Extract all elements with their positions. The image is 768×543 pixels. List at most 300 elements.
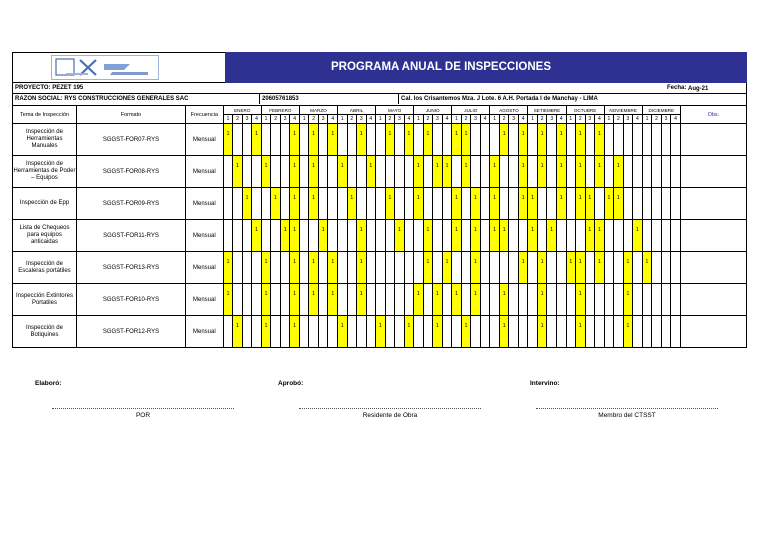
week-cell <box>595 188 605 220</box>
scheduled-week-cell <box>233 156 243 188</box>
scheduled-week-cell <box>366 156 376 188</box>
week-cell <box>271 156 281 188</box>
observation-cell <box>680 220 746 252</box>
week-cell <box>357 156 367 188</box>
scheduled-week-cell <box>452 284 462 316</box>
scheduled-mark: 1 <box>588 226 592 233</box>
week-header: 4 <box>442 115 452 124</box>
week-cell <box>642 220 652 252</box>
week-cell <box>442 188 452 220</box>
signature-role-residente: Residente de Obra <box>362 412 418 419</box>
week-cell <box>328 156 338 188</box>
week-cell <box>633 188 643 220</box>
scheduled-mark: 1 <box>350 194 354 201</box>
scheduled-week-cell <box>595 156 605 188</box>
week-cell <box>480 220 490 252</box>
scheduled-week-cell <box>471 220 481 252</box>
scheduled-week-cell <box>537 284 547 316</box>
scheduled-mark: 1 <box>264 162 268 169</box>
signature-role-membro: Membro del CTSST <box>598 412 656 419</box>
week-cell <box>366 316 376 348</box>
scheduled-mark: 1 <box>435 322 439 329</box>
week-cell <box>385 156 395 188</box>
scheduled-week-cell <box>528 188 538 220</box>
scheduled-week-cell <box>490 188 500 220</box>
month-header: ENERO <box>223 106 261 115</box>
week-cell <box>661 252 671 284</box>
week-cell <box>395 188 405 220</box>
scheduled-mark: 1 <box>578 194 582 201</box>
week-cell <box>423 316 433 348</box>
week-header: 4 <box>480 115 490 124</box>
scheduled-mark: 1 <box>359 290 363 297</box>
scheduled-mark: 1 <box>426 226 430 233</box>
week-cell <box>480 188 490 220</box>
date-value: Aug-21 <box>688 86 709 92</box>
sheet-header <box>12 52 747 83</box>
week-cell <box>318 316 328 348</box>
week-header: 2 <box>461 115 471 124</box>
week-cell <box>585 252 595 284</box>
week-cell <box>385 220 395 252</box>
week-cell <box>595 316 605 348</box>
company-row <box>13 94 746 105</box>
scheduled-week-cell <box>261 252 271 284</box>
inspection-frequency: Mensual <box>185 316 223 348</box>
scheduled-week-cell <box>261 316 271 348</box>
week-header: 3 <box>280 115 290 124</box>
week-cell <box>252 284 262 316</box>
scheduled-mark: 1 <box>293 226 297 233</box>
table-row <box>13 316 747 348</box>
week-header: 4 <box>671 115 681 124</box>
observation-cell <box>680 156 746 188</box>
scheduled-mark: 1 <box>312 162 316 169</box>
scheduled-mark: 1 <box>521 162 525 169</box>
scheduled-week-cell <box>338 156 348 188</box>
scheduled-mark: 1 <box>626 322 630 329</box>
project-info <box>12 83 747 105</box>
company-logo <box>51 55 159 80</box>
week-cell <box>652 316 662 348</box>
week-cell <box>518 284 528 316</box>
month-header: ABRIL <box>338 106 376 115</box>
week-cell <box>671 156 681 188</box>
week-cell <box>614 252 624 284</box>
month-header: FEBRERO <box>261 106 299 115</box>
scheduled-week-cell <box>423 252 433 284</box>
scheduled-week-cell <box>290 316 300 348</box>
scheduled-week-cell <box>423 220 433 252</box>
week-cell <box>271 124 281 156</box>
week-cell <box>547 188 557 220</box>
week-cell <box>347 156 357 188</box>
scheduled-week-cell <box>338 316 348 348</box>
week-cell <box>404 188 414 220</box>
week-header: 2 <box>233 115 243 124</box>
week-cell <box>423 284 433 316</box>
scheduled-mark: 1 <box>493 194 497 201</box>
scheduled-mark: 1 <box>474 226 478 233</box>
week-cell <box>509 220 519 252</box>
scheduled-mark: 1 <box>493 226 497 233</box>
scheduled-mark: 1 <box>416 290 420 297</box>
inspection-format: SGGST-FOR13-RYS <box>76 252 185 284</box>
scheduled-mark: 1 <box>550 226 554 233</box>
scheduled-mark: 1 <box>264 290 268 297</box>
week-cell <box>442 316 452 348</box>
week-header: 2 <box>652 115 662 124</box>
scheduled-week-cell <box>614 188 624 220</box>
scheduled-mark: 1 <box>435 162 439 169</box>
week-cell <box>566 316 576 348</box>
week-cell <box>318 252 328 284</box>
inspection-format: SGGST-FOR11-RYS <box>76 220 185 252</box>
week-cell <box>576 220 586 252</box>
week-header: 1 <box>414 115 424 124</box>
scheduled-week-cell <box>385 124 395 156</box>
week-cell <box>299 220 309 252</box>
scheduled-week-cell <box>290 124 300 156</box>
week-header: 1 <box>604 115 614 124</box>
week-cell <box>366 188 376 220</box>
week-cell <box>480 252 490 284</box>
table-row <box>13 156 747 188</box>
week-cell <box>614 284 624 316</box>
week-cell <box>433 220 443 252</box>
scheduled-mark: 1 <box>616 162 620 169</box>
scheduled-mark: 1 <box>454 130 459 137</box>
scheduled-mark: 1 <box>226 290 230 297</box>
scheduled-week-cell <box>518 156 528 188</box>
week-cell <box>347 316 357 348</box>
week-cell <box>414 252 424 284</box>
week-header: 4 <box>633 115 643 124</box>
scheduled-mark: 1 <box>312 194 316 201</box>
week-cell <box>537 220 547 252</box>
week-cell <box>414 124 424 156</box>
week-cell <box>528 252 538 284</box>
week-cell <box>452 252 462 284</box>
scheduled-week-cell <box>595 220 605 252</box>
scheduled-mark: 1 <box>597 162 601 169</box>
inspection-frequency: Mensual <box>185 124 223 156</box>
scheduled-mark: 1 <box>388 130 392 137</box>
week-cell <box>366 252 376 284</box>
scheduled-mark: 1 <box>264 258 268 265</box>
table-row <box>13 188 747 220</box>
scheduled-mark: 1 <box>312 258 316 265</box>
scheduled-week-cell <box>461 156 471 188</box>
week-cell <box>547 316 557 348</box>
scheduled-mark: 1 <box>416 162 420 169</box>
week-cell <box>271 316 281 348</box>
scheduled-week-cell <box>385 188 395 220</box>
scheduled-week-cell <box>576 124 586 156</box>
scheduled-mark: 1 <box>331 290 335 297</box>
week-cell <box>556 284 566 316</box>
week-cell <box>223 220 233 252</box>
scheduled-mark: 1 <box>226 258 230 265</box>
week-cell <box>585 284 595 316</box>
week-cell <box>585 316 595 348</box>
week-cell <box>271 220 281 252</box>
scheduled-week-cell <box>556 156 566 188</box>
week-header: 1 <box>566 115 576 124</box>
week-cell <box>309 316 319 348</box>
scheduled-mark: 1 <box>359 226 363 233</box>
scheduled-mark: 1 <box>645 258 649 265</box>
week-cell <box>280 284 290 316</box>
scheduled-mark: 1 <box>293 290 297 297</box>
week-cell <box>376 284 386 316</box>
week-cell <box>652 188 662 220</box>
scheduled-mark: 1 <box>340 322 344 329</box>
week-cell <box>357 188 367 220</box>
week-cell <box>661 124 671 156</box>
week-cell <box>537 188 547 220</box>
scheduled-mark: 1 <box>540 290 544 297</box>
scheduled-mark: 1 <box>312 130 316 137</box>
week-cell <box>471 124 481 156</box>
week-cell <box>414 316 424 348</box>
month-header: OCTUBRE <box>566 106 604 115</box>
week-cell <box>328 220 338 252</box>
inspection-format: SGGST-FOR09-RYS <box>76 188 185 220</box>
week-cell <box>233 252 243 284</box>
week-header: 2 <box>499 115 509 124</box>
week-header: 3 <box>242 115 252 124</box>
scheduled-mark: 1 <box>245 194 249 201</box>
week-cell <box>299 252 309 284</box>
scheduled-mark: 1 <box>359 130 363 137</box>
scheduled-week-cell <box>261 284 271 316</box>
scheduled-mark: 1 <box>454 290 459 297</box>
week-cell <box>528 156 538 188</box>
week-cell <box>299 284 309 316</box>
week-cell <box>471 316 481 348</box>
month-header: MAYO <box>376 106 414 115</box>
week-cell <box>328 316 338 348</box>
scheduled-mark: 1 <box>626 258 630 265</box>
scheduled-mark: 1 <box>331 130 335 137</box>
scheduled-mark: 1 <box>293 130 297 137</box>
week-header: 4 <box>366 115 376 124</box>
scheduled-week-cell <box>252 124 262 156</box>
week-cell <box>461 188 471 220</box>
scheduled-week-cell <box>556 188 566 220</box>
week-header: 1 <box>299 115 309 124</box>
week-header: 1 <box>452 115 462 124</box>
week-cell <box>385 316 395 348</box>
scheduled-week-cell <box>614 156 624 188</box>
week-cell <box>347 284 357 316</box>
week-cell <box>242 284 252 316</box>
scheduled-mark: 1 <box>331 258 335 265</box>
week-cell <box>480 316 490 348</box>
week-cell <box>509 284 519 316</box>
week-cell <box>661 316 671 348</box>
week-cell <box>633 156 643 188</box>
week-cell <box>233 124 243 156</box>
scheduled-week-cell <box>461 316 471 348</box>
scheduled-mark: 1 <box>540 322 544 329</box>
week-cell <box>376 156 386 188</box>
scheduled-week-cell <box>223 284 233 316</box>
week-header: 2 <box>385 115 395 124</box>
week-cell <box>328 188 338 220</box>
scheduled-week-cell <box>309 124 319 156</box>
scheduled-mark: 1 <box>559 162 563 169</box>
company-ruc: 20605761853 <box>259 94 299 104</box>
week-cell <box>404 284 414 316</box>
month-header: SETIEMBRE <box>528 106 566 115</box>
week-header: 4 <box>328 115 338 124</box>
scheduled-week-cell <box>433 284 443 316</box>
scheduled-mark: 1 <box>597 226 601 233</box>
week-cell <box>509 316 519 348</box>
week-cell <box>223 188 233 220</box>
week-cell <box>556 220 566 252</box>
week-cell <box>652 124 662 156</box>
signature-line-por <box>52 408 234 409</box>
scheduled-mark: 1 <box>454 194 459 201</box>
scheduled-week-cell <box>414 188 424 220</box>
scheduled-mark: 1 <box>540 258 544 265</box>
scheduled-mark: 1 <box>597 258 601 265</box>
signature-label-intervino: Intervino: <box>530 380 560 387</box>
scheduled-week-cell <box>537 252 547 284</box>
week-cell <box>252 188 262 220</box>
week-cell <box>261 188 271 220</box>
week-cell <box>414 220 424 252</box>
scheduled-week-cell <box>623 316 633 348</box>
scheduled-mark: 1 <box>597 130 601 137</box>
scheduled-week-cell <box>595 124 605 156</box>
scheduled-week-cell <box>585 188 595 220</box>
week-cell <box>566 124 576 156</box>
week-header: 4 <box>290 115 300 124</box>
scheduled-week-cell <box>404 316 414 348</box>
scheduled-mark: 1 <box>464 322 468 329</box>
week-cell <box>623 220 633 252</box>
table-row <box>13 124 747 156</box>
week-cell <box>242 316 252 348</box>
scheduled-week-cell <box>442 252 452 284</box>
scheduled-mark: 1 <box>293 162 297 169</box>
week-cell <box>633 284 643 316</box>
week-cell <box>242 252 252 284</box>
logo-icon <box>52 56 158 79</box>
scheduled-week-cell <box>309 188 319 220</box>
scheduled-week-cell <box>452 220 462 252</box>
week-cell <box>633 252 643 284</box>
week-cell <box>509 252 519 284</box>
scheduled-week-cell <box>490 156 500 188</box>
scheduled-week-cell <box>433 156 443 188</box>
week-cell <box>633 124 643 156</box>
scheduled-week-cell <box>290 252 300 284</box>
week-cell <box>461 220 471 252</box>
inspection-topic: Lista de Chequeos para equipos anticaidas <box>13 220 77 252</box>
scheduled-mark: 1 <box>578 162 582 169</box>
scheduled-mark: 1 <box>445 162 449 169</box>
week-cell <box>280 156 290 188</box>
scheduled-mark: 1 <box>578 322 582 329</box>
scheduled-week-cell <box>623 284 633 316</box>
inspection-topic: Inspección de Epp <box>13 188 77 220</box>
signature-label-elaboro: Elaboró: <box>35 380 62 387</box>
scheduled-week-cell <box>280 220 290 252</box>
inspection-format: SGGST-FOR07-RYS <box>76 124 185 156</box>
week-cell <box>556 252 566 284</box>
scheduled-mark: 1 <box>540 130 544 137</box>
week-cell <box>376 124 386 156</box>
week-cell <box>509 156 519 188</box>
scheduled-mark: 1 <box>397 226 401 233</box>
week-cell <box>671 284 681 316</box>
week-cell <box>499 252 509 284</box>
week-cell <box>376 220 386 252</box>
week-cell <box>614 316 624 348</box>
scheduled-week-cell <box>309 156 319 188</box>
scheduled-mark: 1 <box>416 194 420 201</box>
week-header: 1 <box>490 115 500 124</box>
week-header: 3 <box>318 115 328 124</box>
week-cell <box>461 284 471 316</box>
week-header: 1 <box>261 115 271 124</box>
week-cell <box>318 284 328 316</box>
week-cell <box>661 284 671 316</box>
week-header: 2 <box>576 115 586 124</box>
scheduled-mark: 1 <box>474 258 478 265</box>
scheduled-week-cell <box>537 124 547 156</box>
scheduled-mark: 1 <box>226 130 230 137</box>
week-cell <box>452 316 462 348</box>
scheduled-mark: 1 <box>521 130 525 137</box>
scheduled-week-cell <box>261 156 271 188</box>
scheduled-mark: 1 <box>559 130 563 137</box>
week-cell <box>442 284 452 316</box>
scheduled-week-cell <box>537 156 547 188</box>
week-cell <box>404 156 414 188</box>
scheduled-week-cell <box>357 252 367 284</box>
scheduled-mark: 1 <box>264 322 268 329</box>
scheduled-mark: 1 <box>378 322 382 329</box>
week-cell <box>376 252 386 284</box>
week-cell <box>442 220 452 252</box>
scheduled-mark: 1 <box>454 226 459 233</box>
signature-line-membro <box>536 408 718 409</box>
scheduled-mark: 1 <box>435 290 439 297</box>
week-cell <box>528 284 538 316</box>
week-cell <box>604 156 614 188</box>
week-cell <box>566 284 576 316</box>
scheduled-week-cell <box>252 220 262 252</box>
scheduled-week-cell <box>404 124 414 156</box>
month-header: NOVIEMBRE <box>604 106 642 115</box>
scheduled-week-cell <box>576 156 586 188</box>
scheduled-week-cell <box>233 316 243 348</box>
week-cell <box>671 252 681 284</box>
inspection-frequency: Mensual <box>185 220 223 252</box>
week-cell <box>299 124 309 156</box>
scheduled-mark: 1 <box>569 258 573 265</box>
inspection-topic: Inspección de Herramientas Manuales <box>13 124 77 156</box>
week-cell <box>661 220 671 252</box>
week-cell <box>423 156 433 188</box>
week-cell <box>490 316 500 348</box>
